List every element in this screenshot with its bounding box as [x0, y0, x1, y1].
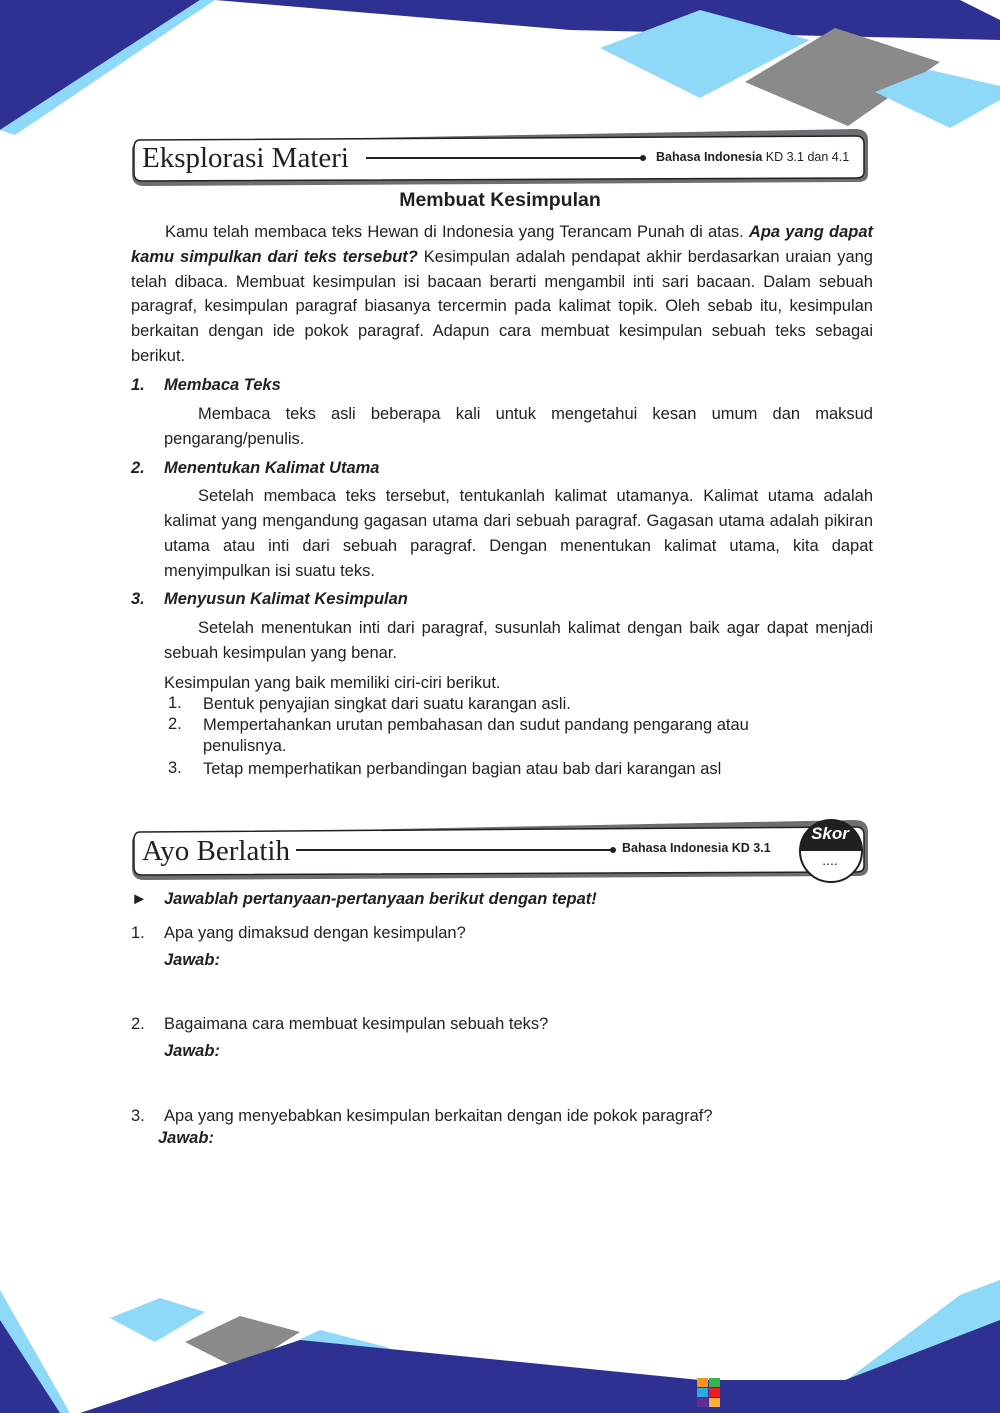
- eksplorasi-title: Eksplorasi Materi: [142, 142, 349, 174]
- instruction: ► Jawablah pertanyaan-pertanyaan berikut dengan tepat!: [131, 890, 597, 908]
- skor-value: ....: [822, 852, 838, 868]
- skor-label: Skor: [811, 824, 849, 843]
- question-2-text: Bagaimana cara membuat kesimpulan sebuah teks?: [164, 1015, 549, 1033]
- ciri-2-text: Mempertahankan urutan pembahasan dan sudut pandang pengarang atau: [203, 716, 749, 734]
- berlatih-rule: [296, 849, 612, 851]
- berlatih-banner: [130, 818, 870, 880]
- eksplorasi-rule: [366, 157, 642, 159]
- question-1-number: 1.: [131, 924, 145, 942]
- watermark-text: LIVEWORKSHEETS: [723, 1376, 989, 1408]
- berlatih-title: Ayo Berlatih: [142, 835, 290, 867]
- eksplorasi-kd: Bahasa Indonesia KD 3.1 dan 4.1: [656, 150, 850, 164]
- step-2-body: Setelah membaca teks tersebut, tentukanlah kalimat utamanya. Kalimat utama adalah kalimat yang mengandung gagasan utama dari sebuah paragraf. Gagasan utama adalah pikiran utama atau inti dari sebuah paragraf. Dengan menentukan kalimat utama, kita dapat menyimpulkan isi suatu teks.: [164, 487, 873, 580]
- question-1-text: Apa yang dimaksud dengan kesimpulan?: [164, 924, 466, 942]
- question-1-answer-label[interactable]: Jawab:: [164, 951, 220, 969]
- berlatih-rule-dot: [610, 847, 616, 853]
- step-1-heading: 1. Membaca Teks: [131, 376, 281, 394]
- top-decoration: [0, 0, 1000, 135]
- section-heading: Membuat Kesimpulan: [399, 189, 601, 211]
- eksplorasi-banner: [130, 126, 870, 186]
- ciri-1-text: Bentuk penyajian singkat dari suatu karangan asli.: [203, 695, 571, 713]
- ciri-1-number: 1.: [168, 694, 182, 712]
- berlatih-kd: Bahasa Indonesia KD 3.1: [622, 841, 771, 855]
- ciri-2-text-cont: penulisnya.: [203, 737, 287, 755]
- ciri-intro: Kesimpulan yang baik memiliki ciri-ciri berikut.: [164, 674, 501, 692]
- question-2-answer-label[interactable]: Jawab:: [164, 1042, 220, 1060]
- question-3-text: Apa yang menyebabkan kesimpulan berkaitan dengan ide pokok paragraf?: [164, 1107, 713, 1125]
- liveworksheets-logo-icon: [697, 1378, 721, 1408]
- ciri-3-text: Tetap memperhatikan perbandingan bagian atau bab dari karangan asl: [203, 760, 722, 778]
- triangle-bullet-icon: ►: [131, 890, 148, 908]
- ciri-3-number: 3.: [168, 759, 182, 777]
- eksplorasi-rule-dot: [640, 155, 646, 161]
- step-1-body: Membaca teks asli beberapa kali untuk mengetahui kesan umum dan maksud pengarang/penulis.: [164, 405, 873, 448]
- step-2-heading: 2. Menentukan Kalimat Utama: [131, 459, 380, 477]
- intro-paragraph: Kamu telah membaca teks Hewan di Indonesia yang Terancam Punah di atas. Apa yang dapat kamu simpulkan dari teks tersebut? Kesimpulan adalah pendapat akhir berdasarkan uraian yang telah dibaca. Membuat kesimpulan isi bacaan berarti mengambil inti sari bacaan. Dalam sebuah paragraf, kesimpulan paragraf biasanya tercermin pada kalimat topik. Oleh sebab itu, kesimpulan berkaitan dengan ide pokok paragraf. Adapun cara membuat kesimpulan sebuah teks sebagai berikut.: [131, 223, 873, 365]
- question-3-answer-label[interactable]: Jawab:: [158, 1129, 214, 1147]
- step-3-heading: 3. Menyusun Kalimat Kesimpulan: [131, 590, 408, 608]
- question-3-number: 3.: [131, 1107, 145, 1125]
- step-3-body: Setelah menentukan inti dari paragraf, susunlah kalimat dengan baik agar dapat menjadi sebuah kesimpulan yang benar.: [164, 619, 873, 662]
- question-2-number: 2.: [131, 1015, 145, 1033]
- ciri-2-number: 2.: [168, 715, 182, 733]
